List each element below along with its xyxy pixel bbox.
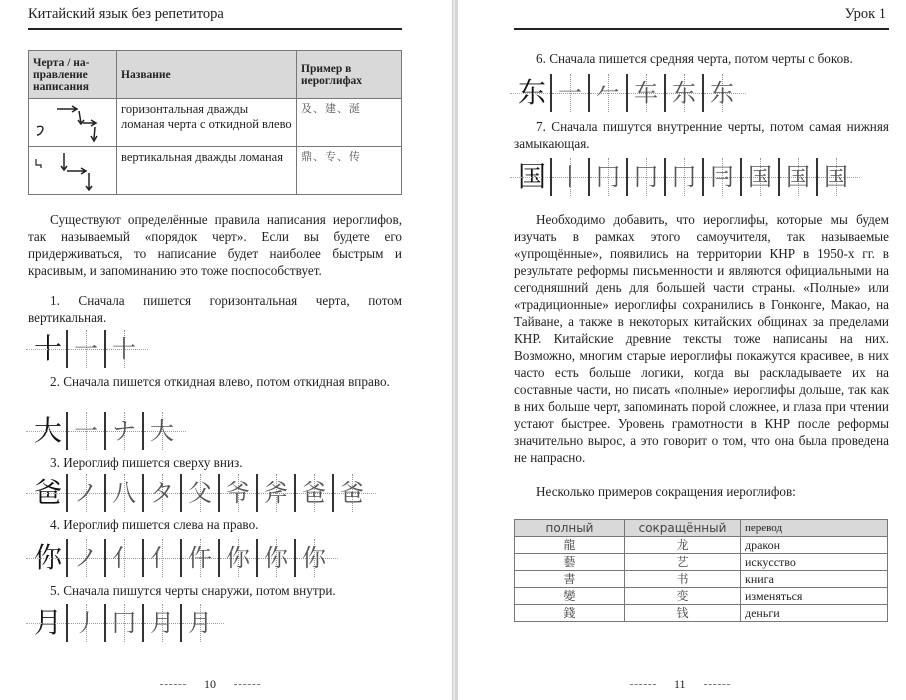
column-header: полный (515, 520, 625, 537)
rule-title: 4. Иероглиф пишется слева на право. (50, 517, 259, 532)
main-character: 国 (517, 160, 546, 193)
page-number: 11 (630, 677, 730, 692)
ornament-dots (234, 684, 260, 685)
stroke-step: 一 (66, 330, 104, 368)
stroke-step: 爷 (218, 474, 256, 512)
main-character: 东 (517, 76, 546, 109)
ornament-dots (630, 684, 656, 685)
table-row (515, 588, 888, 605)
stroke-examples: 鼎、专、传 (297, 147, 402, 195)
stroke-direction-arrows-icon (31, 101, 111, 147)
stroke-step: 国 (778, 158, 816, 196)
stroke-step: 你 (218, 539, 256, 577)
intro-paragraph: Существуют определённые правила написания иероглифов, так называемый «порядок черт». Если вы будете его придерживаться, то написание будет наиболее быстрым и красивым, и запоминанию это тоже поспособствует. (28, 212, 402, 278)
translation: изменяться (741, 588, 888, 605)
full-character: 錢 (515, 605, 625, 622)
table-row (29, 99, 402, 147)
stroke-step: 亻 (142, 539, 180, 577)
table-header-row (515, 520, 888, 537)
main-character: 月 (33, 606, 62, 639)
rule-title: 1. Сначала пишется горизонтальная черта, потом вертикальная. (28, 293, 402, 325)
main-character: 十 (33, 332, 62, 365)
stroke-step: 斧 (256, 474, 294, 512)
table-row (29, 147, 402, 195)
strokes-table (28, 50, 402, 195)
stroke-step: 东 (702, 74, 740, 112)
rule-title: 7. Сначала пишутся внутренние черты, потом самая нижняя замыкающая. (514, 119, 889, 151)
stroke-examples: 及、建、涎 (297, 99, 402, 147)
stroke-step: ノ (66, 539, 104, 577)
stroke-step: タ (142, 474, 180, 512)
table-row (515, 554, 888, 571)
stroke-step: 冂 (626, 158, 664, 196)
stroke-step: 丨 (550, 158, 588, 196)
stroke-order-row (514, 158, 854, 196)
stroke-name: горизонтальная дважды ломаная черта с откидной влево (117, 99, 297, 147)
full-character: 龍 (515, 537, 625, 554)
column-header: Пример в иероглифах (297, 51, 402, 99)
page-number: 10 (160, 677, 260, 692)
stroke-step: 冂 (104, 604, 142, 642)
stroke-step: 父 (180, 474, 218, 512)
stroke-step: 你 (256, 539, 294, 577)
ornament-dots (160, 684, 186, 685)
full-character: 變 (515, 588, 625, 605)
full-character: 藝 (515, 554, 625, 571)
stroke-step: 国 (740, 158, 778, 196)
ornament-dots (704, 684, 730, 685)
stroke-direction-arrows-icon (31, 149, 111, 195)
body-paragraph: Необходимо добавить, что иероглифы, которые мы будем изучать в рамках этого самоучителя, так называемые «упрощённые», появились на территории КНР в 1950-х гг. в результате реформы письменности и являются официальными на сегодняшний день для большей части страны. «Полные» или «традиционные» иероглифы сохранились в Гонконге, Макао, на Тайване, а также в некоторых китайских общинах за пределами КНР. Китайские древние тексты тоже написаны на них. Возможно, многим старые иероглифы покажутся красивее, в них часто есть больше логики, когда вы раскладываете их на составные части, но писать «полные» иероглифы дольше, так как в них больше черт, запоминать порой сложнее, и глаза при чтении устают быстрее. Уровень грамотности в КНР после реформы значительно вырос, а это говорит о том, что она была проведена не напрасно. (514, 212, 889, 465)
stroke-step: 一 (66, 412, 104, 450)
simplified-character: 龙 (625, 537, 741, 554)
main-character: 你 (33, 541, 62, 574)
header-rule (28, 28, 402, 30)
stroke-step: 丿 (66, 604, 104, 642)
stroke-step: 八 (104, 474, 142, 512)
stroke-step: 冃 (702, 158, 740, 196)
table-row (515, 537, 888, 554)
stroke-step: 大 (142, 412, 180, 450)
stroke-step: 东 (664, 74, 702, 112)
stroke-step: 𠂉 (588, 74, 626, 112)
simplified-character: 钱 (625, 605, 741, 622)
table-row (515, 571, 888, 588)
full-character: 書 (515, 571, 625, 588)
stroke-step: ナ (104, 412, 142, 450)
running-head: Китайский язык без репетитора (28, 6, 224, 22)
column-header: сокращённый (625, 520, 741, 537)
stroke-step: 月 (142, 604, 180, 642)
stroke-step: 车 (626, 74, 664, 112)
examples-intro: Несколько примеров сокращения иероглифов: (536, 484, 796, 499)
running-head: Урок 1 (844, 6, 886, 22)
stroke-step: ノ (66, 474, 104, 512)
simplified-character: 变 (625, 588, 741, 605)
column-header: перевод (741, 520, 888, 537)
stroke-order-row (30, 412, 180, 450)
stroke-order-row (30, 474, 370, 512)
stroke-order-row (30, 604, 218, 642)
stroke-step: 冂 (664, 158, 702, 196)
table-header-row (29, 51, 402, 99)
rule-title: 6. Сначала пишется средняя черта, потом черты с боков. (536, 51, 853, 66)
translation: книга (741, 571, 888, 588)
stroke-step: 你 (294, 539, 332, 577)
stroke-step: 冂 (588, 158, 626, 196)
header-rule (514, 28, 889, 30)
column-header: Черта / на-правление написания (29, 51, 117, 99)
column-header: Название (117, 51, 297, 99)
stroke-step: 十 (104, 330, 142, 368)
stroke-direction-cell (29, 147, 117, 195)
simplified-character: 艺 (625, 554, 741, 571)
rule-title: 2. Сначала пишется откидная влево, потом откидная вправо. (50, 374, 390, 389)
stroke-step: 国 (816, 158, 854, 196)
main-character: 大 (33, 414, 62, 447)
stroke-step: 仵 (180, 539, 218, 577)
rule-title: 3. Иероглиф пишется сверху вниз. (50, 455, 243, 470)
table-row (515, 605, 888, 622)
right-page (455, 0, 906, 700)
stroke-step: 亻 (104, 539, 142, 577)
stroke-order-row (514, 74, 740, 112)
simplification-table (514, 519, 888, 622)
stroke-order-row (30, 330, 142, 368)
main-character: 爸 (33, 476, 62, 509)
stroke-step: 一 (550, 74, 588, 112)
stroke-name: вертикальная дважды ломаная (117, 147, 297, 195)
translation: искусство (741, 554, 888, 571)
stroke-step: 月 (180, 604, 218, 642)
rule-title: 5. Сначала пишутся черты снаружи, потом внутри. (50, 583, 336, 598)
translation: дракон (741, 537, 888, 554)
stroke-order-row (30, 539, 332, 577)
translation: деньги (741, 605, 888, 622)
simplified-character: 书 (625, 571, 741, 588)
stroke-step: 爸 (294, 474, 332, 512)
stroke-direction-cell (29, 99, 117, 147)
stroke-step: 爸 (332, 474, 370, 512)
